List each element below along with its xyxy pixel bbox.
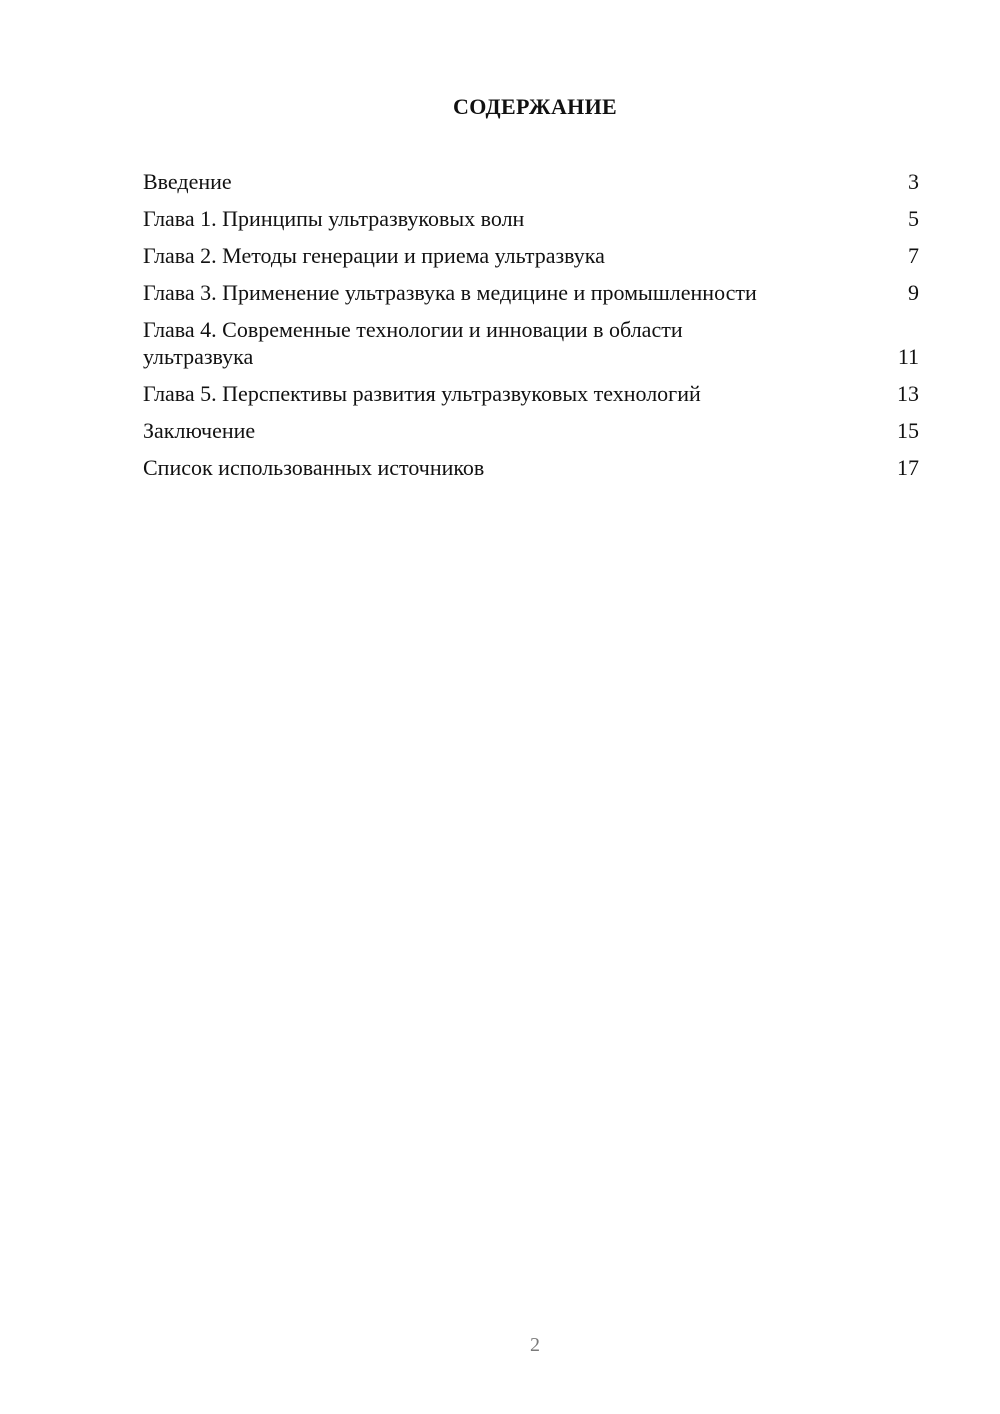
toc-entry-page: 15 bbox=[897, 418, 919, 443]
toc-entry bbox=[143, 380, 919, 407]
toc-entry-title: Глава 4. Современные технологии и инновации в области ультразвука bbox=[143, 317, 683, 369]
toc-entry bbox=[143, 205, 919, 232]
toc-entry-title: Заключение bbox=[143, 418, 256, 443]
toc-entry-page: 7 bbox=[908, 243, 919, 268]
toc-entry-page: 5 bbox=[908, 206, 919, 231]
page-number: 2 bbox=[530, 1334, 540, 1356]
toc-entry-title: Глава 2. Методы генерации и приема ультразвука bbox=[143, 243, 605, 268]
toc-entry-page: 17 bbox=[897, 455, 919, 480]
toc-entry bbox=[143, 242, 919, 269]
toc-entry bbox=[143, 279, 919, 306]
toc-entry-title: Глава 1. Принципы ультразвуковых волн bbox=[143, 206, 525, 231]
toc-entry-page: 11 bbox=[897, 344, 919, 369]
toc-entry bbox=[143, 316, 919, 370]
toc-entry-page: 13 bbox=[897, 381, 919, 406]
toc-entry-page: 9 bbox=[908, 280, 919, 305]
toc-entry-title: Глава 3. Применение ультразвука в медицине и промышленности bbox=[143, 280, 757, 305]
toc-entry bbox=[143, 168, 919, 195]
toc-entry bbox=[143, 454, 919, 481]
toc-entry bbox=[143, 417, 919, 444]
toc-entry-page: 3 bbox=[908, 169, 919, 194]
toc-entry-title: Глава 5. Перспективы развития ультразвуковых технологий bbox=[143, 381, 701, 406]
toc-entry-title: Список использованных источников bbox=[143, 455, 485, 480]
table-of-contents bbox=[143, 168, 919, 491]
toc-entry-title: Введение bbox=[143, 169, 232, 194]
page-title: СОДЕРЖАНИЕ bbox=[453, 94, 617, 119]
